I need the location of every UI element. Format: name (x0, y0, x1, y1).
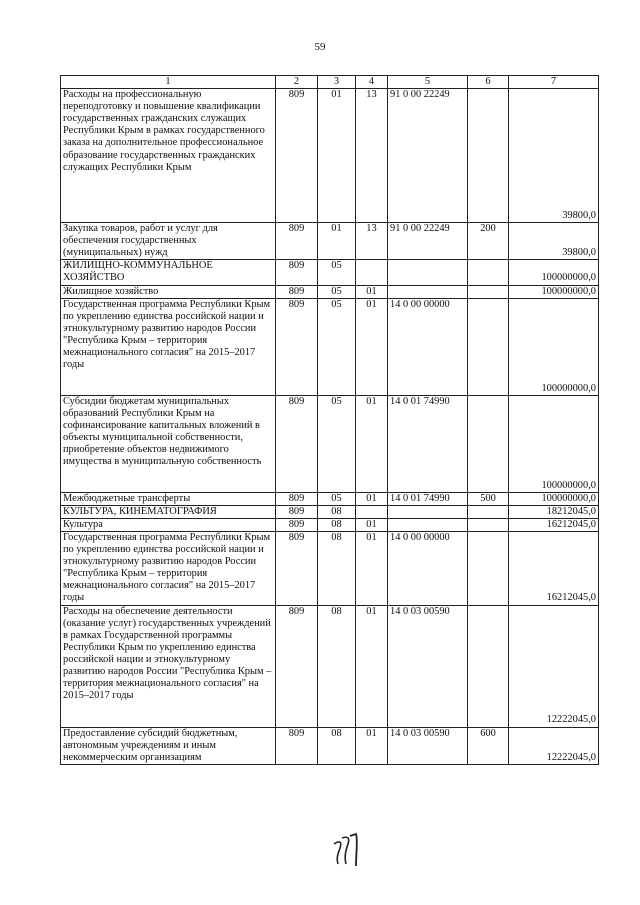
table-cell (356, 505, 388, 518)
table-cell: 08 (318, 605, 356, 727)
table-row (61, 531, 599, 605)
column-header: 5 (388, 76, 468, 89)
table-cell: 500 (468, 492, 509, 505)
table-cell: 05 (318, 492, 356, 505)
table-cell: 13 (356, 89, 388, 223)
table-cell: Государственная программа Республики Крым по укреплению единства российской нации и этнокультурному развитию народов России "Республика Крым – территория межнационального согласия" на 2015–2017 годы (61, 298, 276, 395)
table-cell: 600 (468, 727, 509, 764)
table-cell: 16212045,0 (509, 518, 599, 531)
table-cell: Культура (61, 518, 276, 531)
table-cell: 809 (276, 505, 318, 518)
handwritten-signature (330, 832, 370, 868)
table-cell: Предоставление субсидий бюджетным, автономным учреждениям и иным некоммерческим организациям (61, 727, 276, 764)
table-cell: 01 (356, 727, 388, 764)
table-cell: 12222045,0 (509, 605, 599, 727)
table-row (61, 395, 599, 492)
table-cell: 14 0 00 00000 (388, 298, 468, 395)
column-header: 3 (318, 76, 356, 89)
table-cell: Межбюджетные трансферты (61, 492, 276, 505)
table-cell (468, 298, 509, 395)
table-row (61, 260, 599, 285)
table-row (61, 492, 599, 505)
table-cell: Расходы на обеспечение деятельности (оказание услуг) государственных учреждений в рамках Государственной программы Республики Крым по укреплению единства российской нации и этнокультурному развитию народов России "Республика Крым – территория межнационального согласия" на 2015–2017 годы (61, 605, 276, 727)
table-cell: 39800,0 (509, 89, 599, 223)
table-cell (468, 518, 509, 531)
table-cell: 809 (276, 531, 318, 605)
table-cell: 91 0 00 22249 (388, 89, 468, 223)
table-cell: 809 (276, 298, 318, 395)
table-cell (468, 285, 509, 298)
table-cell: 01 (356, 285, 388, 298)
table-cell: 809 (276, 260, 318, 285)
table-cell (468, 605, 509, 727)
table-cell: 809 (276, 492, 318, 505)
table-cell: Расходы на профессиональную переподготовку и повышение квалификации государственных гражданских служащих Республики Крым в рамках государственного заказа на дополнительное профессиональное образование государственных гражданских служащих Республики Крым (61, 89, 276, 223)
table-row (61, 223, 599, 260)
table-cell: 05 (318, 395, 356, 492)
table-cell: 18212045,0 (509, 505, 599, 518)
table-cell: 05 (318, 298, 356, 395)
table-header-row (61, 76, 599, 89)
table-cell: 01 (356, 518, 388, 531)
table-row (61, 505, 599, 518)
table-cell (388, 518, 468, 531)
table-cell (388, 260, 468, 285)
page-number: 59 (314, 41, 326, 53)
column-header: 4 (356, 76, 388, 89)
table-row (61, 727, 599, 764)
table-cell: 13 (356, 223, 388, 260)
table-cell: 39800,0 (509, 223, 599, 260)
table-row (61, 605, 599, 727)
table-cell: 12222045,0 (509, 727, 599, 764)
table-cell: 14 0 03 00590 (388, 727, 468, 764)
column-header: 7 (509, 76, 599, 89)
table-cell: 100000000,0 (509, 298, 599, 395)
table-row (61, 518, 599, 531)
table-cell: 809 (276, 223, 318, 260)
table-cell: 809 (276, 605, 318, 727)
table-cell: 08 (318, 505, 356, 518)
table-cell: Субсидии бюджетам муниципальных образований Республики Крым на софинансирование капитальных вложений в объекты муниципальной собственности, приобретение объектов недвижимого имущества в муниципальную собственность (61, 395, 276, 492)
table-cell: 14 0 03 00590 (388, 605, 468, 727)
table-cell: 01 (356, 298, 388, 395)
budget-table (60, 75, 599, 765)
table-cell: КУЛЬТУРА, КИНЕМАТОГРАФИЯ (61, 505, 276, 518)
table-cell: Жилищное хозяйство (61, 285, 276, 298)
table-cell: 100000000,0 (509, 285, 599, 298)
table-cell: Закупка товаров, работ и услуг для обеспечения государственных (муниципальных) нужд (61, 223, 276, 260)
table-cell (388, 505, 468, 518)
table-cell: 01 (318, 89, 356, 223)
table-cell (468, 260, 509, 285)
table-cell: 01 (356, 492, 388, 505)
table-cell (468, 395, 509, 492)
table-cell: 08 (318, 727, 356, 764)
table-cell: 809 (276, 395, 318, 492)
table-cell (388, 285, 468, 298)
table-cell (468, 89, 509, 223)
table-cell: ЖИЛИЩНО-КОММУНАЛЬНОЕ ХОЗЯЙСТВО (61, 260, 276, 285)
table-row (61, 298, 599, 395)
table-cell: 100000000,0 (509, 492, 599, 505)
table-cell: 05 (318, 285, 356, 298)
table-cell: 100000000,0 (509, 260, 599, 285)
table-cell: 16212045,0 (509, 531, 599, 605)
table-cell: 809 (276, 285, 318, 298)
table-cell: 91 0 00 22249 (388, 223, 468, 260)
table-cell: 809 (276, 727, 318, 764)
column-header: 2 (276, 76, 318, 89)
column-header: 6 (468, 76, 509, 89)
table-cell: 809 (276, 89, 318, 223)
table-cell: 809 (276, 518, 318, 531)
table-cell: 14 0 00 00000 (388, 531, 468, 605)
table-cell: 08 (318, 531, 356, 605)
table-cell: 01 (356, 605, 388, 727)
table-cell: 100000000,0 (509, 395, 599, 492)
table-cell: 14 0 01 74990 (388, 395, 468, 492)
table-row (61, 285, 599, 298)
table-cell: 01 (318, 223, 356, 260)
table-cell: 01 (356, 531, 388, 605)
column-header: 1 (61, 76, 276, 89)
table-cell (468, 505, 509, 518)
table-cell: 01 (356, 395, 388, 492)
table-cell: 200 (468, 223, 509, 260)
table-cell (468, 531, 509, 605)
table-row (61, 89, 599, 223)
table-cell: 05 (318, 260, 356, 285)
table-cell: 14 0 01 74990 (388, 492, 468, 505)
table-cell: 08 (318, 518, 356, 531)
table-cell (356, 260, 388, 285)
table-cell: Государственная программа Республики Крым по укреплению единства российской нации и этнокультурному развитию народов России "Республика Крым – территория межнационального согласия" на 2015–2017 годы (61, 531, 276, 605)
